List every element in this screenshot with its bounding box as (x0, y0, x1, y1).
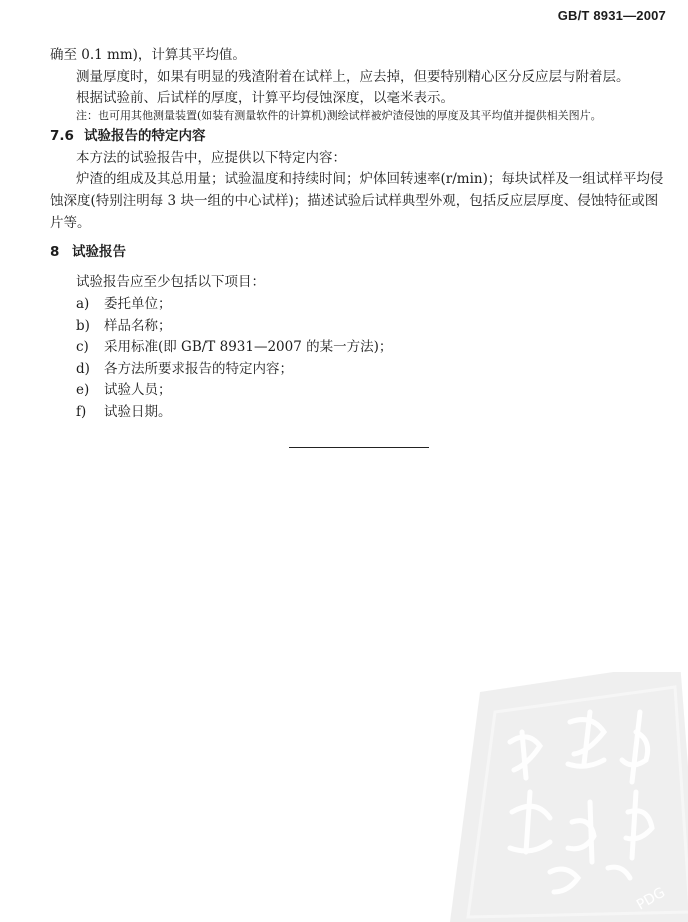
section-8-intro: 试验报告应至少包括以下项目： (76, 274, 265, 290)
note-alternative-device: 注：也可用其他测量装置(如装有测量软件的计算机)测绘试样被炉渣侵蚀的厚度及其平均值并提供相关图片。 (76, 109, 602, 122)
list-item (76, 402, 172, 422)
list-marker: a) (76, 296, 90, 312)
section-7-6-intro: 本方法的试验报告中，应提供以下特定内容： (76, 150, 346, 166)
watermark-label: PDG (634, 884, 669, 914)
list-marker: e) (76, 382, 90, 398)
list-item (76, 359, 293, 379)
watermark-seal (440, 672, 688, 922)
section-7-6-content-line1: 炉渣的组成及其总用量；试验温度和持续时间；炉体回转速率(r/min)；每块试样及一组试样平均侵 (76, 171, 664, 187)
list-item (76, 316, 172, 336)
section-7-6-heading (50, 126, 206, 146)
section-7-6-number: 7.6 (50, 128, 74, 144)
list-item (76, 380, 172, 400)
standard-code-header: GB/T 8931—2007 (557, 8, 666, 23)
section-7-6-content-line2: 蚀深度(特别注明每 3 块一组的中心试样)；描述试验后试样典型外观，包括反应层厚度、侵蚀特征或图 (50, 193, 659, 209)
list-item-text: 试验人员； (104, 382, 172, 398)
section-8-heading (50, 242, 126, 262)
paragraph-precision: 确至 0.1 mm)，计算其平均值。 (50, 47, 246, 63)
list-item (76, 337, 392, 357)
list-item-text: 各方法所要求报告的特定内容； (104, 361, 293, 377)
paragraph-thickness-measurement: 测量厚度时，如果有明显的残渣附着在试样上，应去掉，但要特别精心区分反应层与附着层。 (76, 69, 630, 85)
section-7-6-content-line3: 片等。 (50, 215, 91, 231)
list-item-text: 试验日期。 (104, 404, 172, 420)
section-8-title: 试验报告 (72, 244, 126, 260)
list-item-text: 样品名称； (104, 318, 172, 334)
section-7-6-title: 试验报告的特定内容 (84, 128, 206, 144)
list-marker: c) (76, 339, 89, 355)
list-marker: b) (76, 318, 90, 334)
list-item-text: 委托单位； (104, 296, 172, 312)
section-8-number: 8 (50, 244, 60, 260)
list-marker: d) (76, 361, 90, 377)
end-of-document-rule (289, 447, 429, 448)
list-item (76, 294, 172, 314)
paragraph-erosion-depth: 根据试验前、后试样的厚度，计算平均侵蚀深度，以毫米表示。 (76, 90, 454, 106)
list-marker: f) (76, 404, 87, 420)
list-item-text: 采用标准(即 GB/T 8931—2007 的某一方法)； (104, 339, 393, 355)
